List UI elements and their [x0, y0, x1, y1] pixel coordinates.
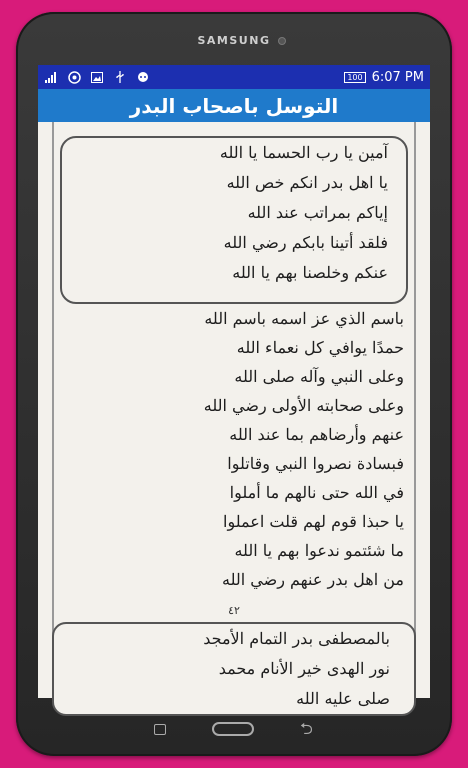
status-time: 6:07 PM [371, 69, 424, 85]
verse-line: حمدًا يوافي كل نعماء الله [236, 338, 404, 357]
verse-line: آمين يا رب الحسما يا الله [219, 143, 388, 162]
front-camera [279, 38, 285, 44]
screen [38, 65, 430, 708]
verse-line: يا حبذا قوم لهم قلت اعملوا [223, 512, 404, 531]
back-icon[interactable]: ⮌ [300, 719, 313, 738]
verse-line: بالمصطفى بدر التمام الأمجد [203, 629, 390, 648]
verse-line: عنكم وخلصنا بهم يا الله [232, 263, 388, 282]
recent-apps-icon[interactable] [154, 724, 166, 735]
boxed-verses [60, 136, 408, 304]
status-bar [38, 65, 430, 89]
app-title-bar [38, 89, 430, 122]
verse-line: نور الهدى خير الأنام محمد [218, 659, 390, 678]
verse-list [48, 304, 420, 594]
whatsapp-icon [67, 71, 81, 83]
verse-line: فبسادة نصروا النبي وقاتلوا [227, 454, 404, 473]
page-number: ٤٢ [228, 604, 240, 617]
verse-line: باسم الذي عز اسمه باسم الله [204, 309, 404, 328]
signal-icon [44, 71, 58, 83]
verse-line: إياكم بمراتب عند الله [247, 203, 388, 222]
app-title: التوسل باصحاب البدر [129, 93, 339, 118]
verse-line: ما شئتمو ندعوا بهم يا الله [234, 541, 404, 560]
chat-icon [136, 71, 150, 83]
verse-line: يا اهل بدر انكم خص الله [226, 173, 388, 192]
image-icon [90, 71, 104, 83]
verse-line: وعلى صحابته الأولى رضي الله [203, 396, 404, 415]
usb-icon [113, 71, 127, 83]
battery-icon: 100 [344, 72, 365, 83]
verse-line: عنهم وأرضاهم بما عند الله [229, 425, 404, 444]
verse-line: وعلى النبي وآله صلى الله [234, 367, 404, 386]
brand-label: SAMSUNG [197, 34, 271, 47]
verse-line: في الله حتى نالهم ما أملوا [229, 483, 404, 502]
home-button[interactable] [212, 722, 254, 736]
verse-line: فلقد أتينا بابكم رضي الله [223, 233, 388, 252]
tablet-device [16, 12, 452, 756]
verse-line: من اهل بدر عنهم رضي الله [222, 570, 404, 589]
hardware-nav-bar [16, 712, 452, 748]
verse-line: صلى عليه الله [296, 689, 390, 708]
scanned-page[interactable] [38, 122, 430, 708]
next-page-boxed-verses [52, 622, 416, 716]
